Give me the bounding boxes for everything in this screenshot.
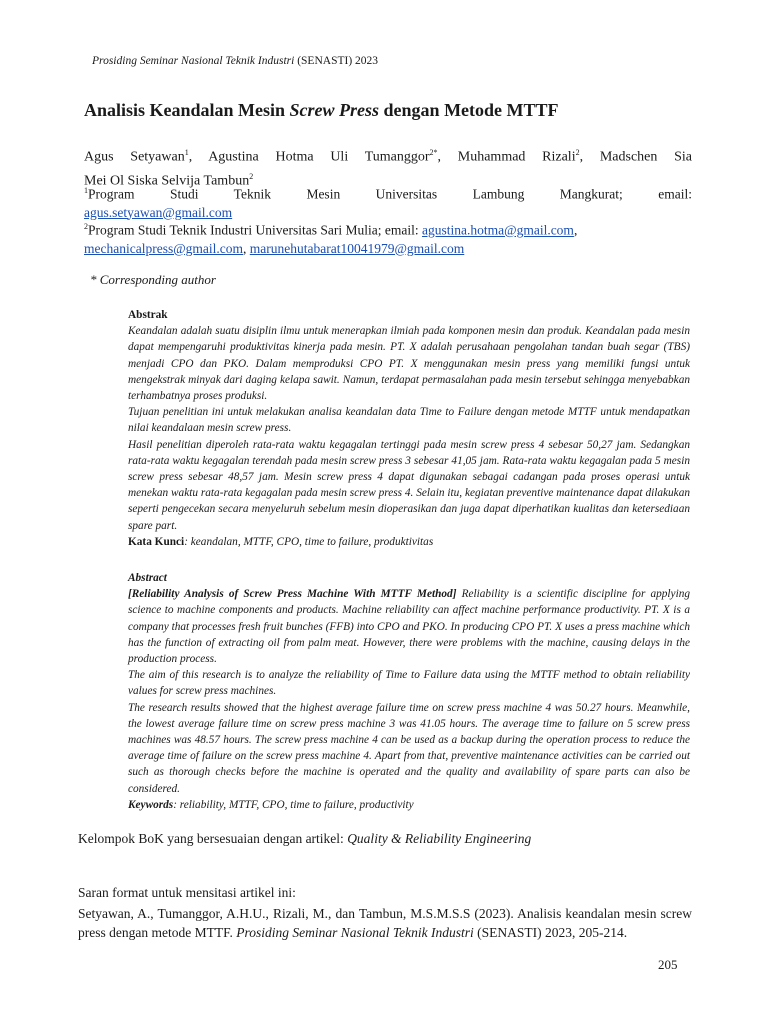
keywords bbox=[128, 797, 690, 813]
abstract-paragraph-1 bbox=[128, 586, 690, 667]
bok-label: Kelompok BoK yang bersesuaian dengan artikel: bbox=[78, 831, 348, 846]
affiliation-sup: 1 bbox=[84, 186, 88, 195]
abstrak-paragraph-3: Hasil penelitian diperoleh rata-rata waktu kegagalan tertinggi pada mesin screw press 4 sebesar 50,27 jam. Sedangkan rata-rata waktu kegagalan terendah pada mesin screw press 3 sebesar 41,05 jam. Rata-rata waktu kegagalan pada 5 mesin screw press sebesar 48,57 jam. Mesin screw press 4 dapat digunakan sebagai cadangan pada proses operasi untuk menekan waktu rata-rata kegagalan pada mesin screw press 4. Selain itu, kegiatan preventive maintenance dapat dilakukan seperti pengecekan secara menyeluruh sebelum mesin dioperasikan dan juga dapat diperhatikan kualitas dan ketersediaan spare part. bbox=[128, 438, 690, 532]
abstract-text: Reliability is a scientific discipline for applying science to machine components and products. Machine reliability can affect machine performance productivity. PT. X is a company that processes fresh fruit bunches (FFB) into CPO and PKO. In producing CPO PT. X uses a press machine which has the function of extracting oil from palm meat. However, there were problems with the machine, causing delays in the production process. bbox=[128, 588, 691, 666]
keywords-label: Keywords bbox=[128, 798, 174, 811]
author-sup: 1 bbox=[184, 148, 189, 157]
affiliation-text: Program Studi Teknik Mesin Universitas Lambung Mangkurat; email: bbox=[88, 186, 692, 202]
title-part2: dengan Metode MTTF bbox=[379, 100, 559, 120]
abstrak-section bbox=[128, 307, 690, 550]
affiliation-2-line bbox=[84, 218, 692, 240]
citation-text bbox=[78, 904, 692, 942]
abstrak-paragraph-1: Keandalan adalah suatu disiplin ilmu untuk menerapkan ilmiah pada komponen mesin dan produk. Keandalan pada mesin dapat mempengaruhi produktivitas kinerja pada mesin. PT. X adalah perusahaan pengolahan tandan buah segar (TBS) menjadi CPO dan PKO. Dalam memproduksi CPO PT. X menggunakan mesin press yang memiliki fungsi untuk mengekstrak minyak dari daging kelapa sawit. Namun, terdapat permasalahan pada mesin tersebut sehingga menyebabkan terhambatnya proses produksi. bbox=[128, 325, 690, 403]
kata-kunci bbox=[128, 534, 690, 550]
abstract-english-title: [Reliability Analysis of Screw Press Machine With MTTF Method] bbox=[128, 588, 457, 601]
email-link[interactable]: mechanicalpress@gmail.com bbox=[84, 240, 244, 256]
affiliation-1-line bbox=[84, 182, 692, 204]
author-name: , Muhammad Rizali bbox=[437, 149, 576, 165]
kata-kunci-text: : keandalan, MTTF, CPO, time to failure, produktivitas bbox=[184, 535, 434, 548]
author-sup: 2* bbox=[429, 148, 438, 157]
affiliation-text: Program Studi Teknik Industri Universitas Sari Mulia; email: bbox=[88, 222, 423, 238]
bok-group bbox=[78, 831, 531, 847]
author-sup: 2 bbox=[575, 148, 580, 157]
running-header bbox=[92, 55, 378, 67]
email-link[interactable]: agus.setyawan@gmail.com bbox=[84, 204, 233, 220]
journal-name: Prosiding Seminar Nasional Teknik Industri bbox=[92, 55, 295, 67]
author-name: , Agustina Hotma Uli Tumanggor bbox=[188, 149, 430, 165]
abstrak-heading: Abstrak bbox=[128, 309, 168, 321]
abstrak-paragraph-2: Tujuan penelitian ini untuk melakukan analisa keandalan data Time to Failure dengan metode MTTF untuk mendapatkan nilai keandalaan mesin screw press. bbox=[128, 406, 690, 435]
abstract-paragraph-2: The aim of this research is to analyze the reliability of Time to Failure data using the MTTF method to obtain reliability values for screw press machines. bbox=[128, 669, 690, 698]
page-number: 205 bbox=[658, 957, 678, 972]
bok-value: Quality & Reliability Engineering bbox=[347, 831, 532, 846]
abstract-section bbox=[128, 570, 690, 813]
title-italic: Screw Press bbox=[289, 100, 380, 120]
journal-suffix: (SENASTI) 2023 bbox=[297, 55, 379, 67]
citation-part2: (SENASTI) 2023, 205-214. bbox=[473, 925, 628, 940]
author-line-1 bbox=[84, 143, 692, 167]
abstract-paragraph-3: The research results showed that the highest average failure time on screw press machine 4 was 50.27 hours. Meanwhile, the lowest average failure time on screw press machine 3 was 41.05 hours. The average time to failure on 5 screw press machines was 48.57 hours. The screw press machine 4 can be used as a backup during the operation process to reduce the average time of failure on the screw press machine 4. Apart from that, preventive maintenance activities can be carried out such as thorough checks before the machine is operated and the quality and availability of spare parts can also be considered. bbox=[128, 701, 690, 795]
keywords-text: : reliability, MTTF, CPO, time to failure, productivity bbox=[173, 798, 414, 811]
separator: , bbox=[573, 222, 578, 238]
separator: , bbox=[243, 240, 247, 256]
author-name: Agus Setyawan bbox=[84, 149, 185, 165]
email-link[interactable]: agustina.hotma@gmail.com bbox=[422, 222, 574, 238]
citation-part1: Setyawan, A., Tumanggor, A.H.U., Rizali, M., dan Tambun, M.S.M.S.S (2023). Analisis keandalan mesin screw press dengan metode MTTF. bbox=[78, 906, 692, 940]
citation-heading: Saran format untuk mensitasi artikel ini: bbox=[78, 885, 296, 900]
citation-journal: Prosiding Seminar Nasional Teknik Industri bbox=[236, 925, 474, 940]
author-sup: 2 bbox=[249, 171, 254, 181]
affiliation-1 bbox=[84, 182, 692, 222]
kata-kunci-label: Kata Kunci bbox=[128, 535, 185, 548]
affiliation-sup: 2 bbox=[84, 222, 88, 231]
affiliation-2 bbox=[84, 218, 692, 258]
title-part1: Analisis Keandalan Mesin bbox=[84, 100, 290, 120]
paper-title bbox=[84, 100, 704, 121]
author-name: , Madschen Sia bbox=[579, 149, 692, 165]
author-name: Mei Ol Siska Selvija Tambun bbox=[84, 173, 250, 189]
email-link[interactable]: marunehutabarat10041979@gmail.com bbox=[249, 240, 465, 256]
corresponding-author-note: * Corresponding author bbox=[90, 272, 216, 287]
abstract-heading: Abstract bbox=[128, 572, 167, 584]
